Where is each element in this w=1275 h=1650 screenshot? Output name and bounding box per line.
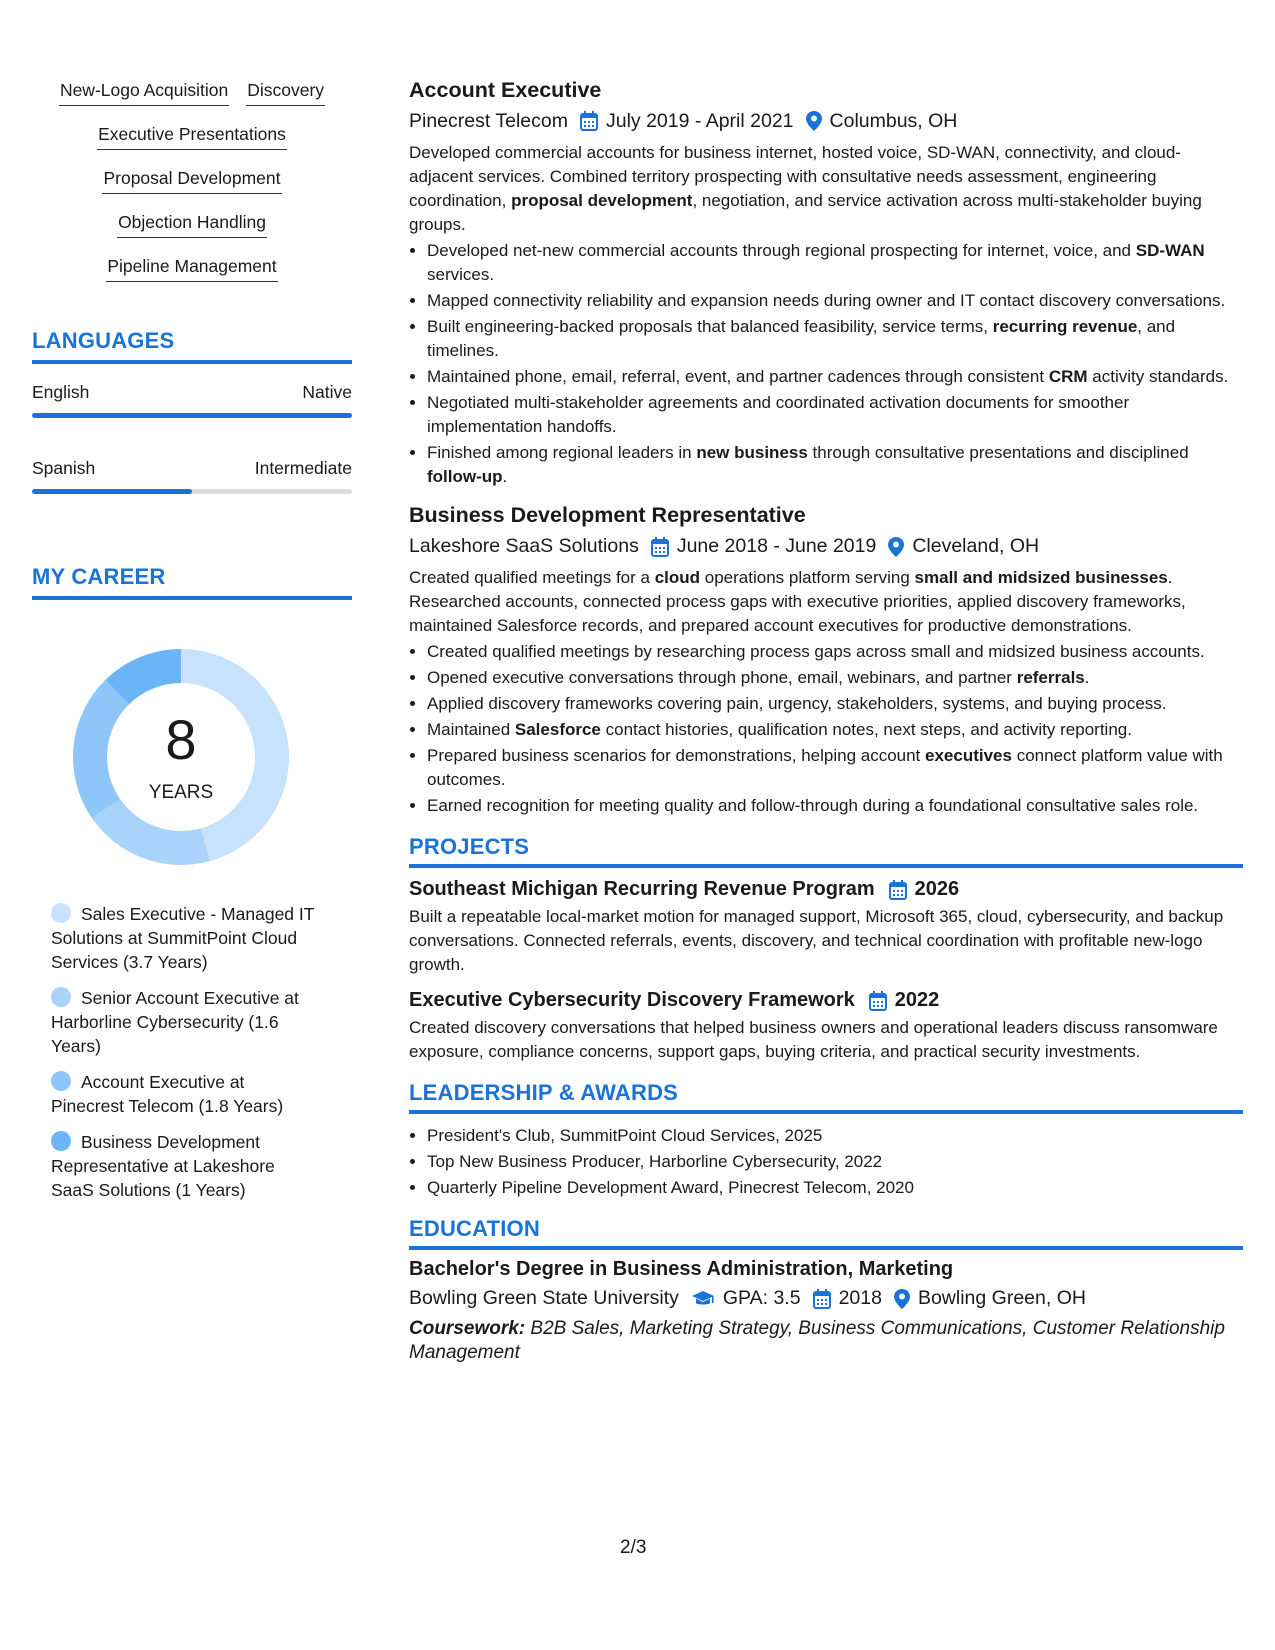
legend-label: Sales Executive - Managed IT Solutions at SummitPoint Cloud Services (3.7 Years) [51,904,315,972]
graduation-cap-icon [691,1290,715,1308]
skill-tag: Proposal Development [102,168,281,194]
bullet-item: • Quarterly Pipeline Development Award, Pinecrest Telecom, 2020 [427,1176,1243,1200]
main-content [409,78,1243,1365]
skill-row [32,212,352,238]
skill-tag: Executive Presentations [97,124,287,150]
project-description: Built a repeatable local-market motion for managed support, Microsoft 365, cloud, cybersecurity, and backup conversations. Connected referrals, events, discovery, and technical coordination with profitable new-logo growth. [409,907,1224,975]
education-section [409,1216,1243,1364]
skill-tag: Discovery [246,80,325,106]
bullet-item: • Maintained phone, email, referral, event, and partner cadences through consistent CRM activity standards. [427,365,1243,389]
degree-title: Bachelor's Degree in Business Administration, Marketing [409,1258,954,1281]
skill-tag: Pipeline Management [106,256,277,282]
job-location: Cleveland, OH [912,534,1040,557]
skill-row [32,124,352,150]
project-title: Executive Cybersecurity Discovery Framework [409,989,855,1012]
job-summary: Developed commercial accounts for business internet, hosted voice, SD-WAN, connectivity, and cloud-adjacent services. Combined territory prospecting with consultative needs assessment, engineering coordination, proposal development, negotiation, and service activation across multi-stakeholder buying groups. [409,143,1202,235]
calendar-icon [651,537,669,557]
bullet-item: • Built engineering-backed proposals that balanced feasibility, service terms, recurring revenue, and timelines. [427,315,1243,363]
bullet-item: • President's Club, SummitPoint Cloud Services, 2025 [427,1124,1243,1148]
legend-dot [51,987,71,1007]
bullet-item: • Finished among regional leaders in new business through consultative presentations and disciplined follow-up. [427,441,1243,489]
legend-item [51,1130,321,1202]
career-heading: MY CAREER [32,564,352,600]
location-pin-icon [806,111,822,131]
bullet-item: • Negotiated multi-stakeholder agreements and coordinated activation documents for smoother implementation handoffs. [427,391,1243,439]
education-heading: EDUCATION [409,1216,1243,1250]
project-title: Southeast Michigan Recurring Revenue Program [409,878,875,901]
job-meta [409,535,1243,558]
project-description: Created discovery conversations that helped business owners and operational leaders discuss ransomware exposure, compliance concerns, support gaps, buying criteria, and practical security investments. [409,1018,1218,1062]
job-company: Pinecrest Telecom [409,109,568,132]
job-bullets [409,239,1243,489]
education-meta [409,1287,1243,1310]
location-pin-icon [888,537,904,557]
project-entry [409,989,1243,1064]
project-year: 2022 [894,989,940,1012]
coursework-label: Coursework: [409,1317,526,1339]
project-entry [409,878,1243,977]
skill-row [32,80,352,106]
language-proficiency-bar [32,413,352,418]
job-title: Account Executive [409,78,602,102]
awards-list [409,1124,1243,1200]
legend-dot [51,1071,71,1091]
language-level: Native [302,382,352,402]
skill-row [32,168,352,194]
career-section [32,564,352,1202]
calendar-icon [889,880,907,900]
language-name: Spanish [32,458,96,478]
career-donut-chart [66,642,296,872]
school-name: Bowling Green State University [409,1287,679,1310]
graduation-year: 2018 [838,1287,882,1310]
awards-heading: LEADERSHIP & AWARDS [409,1080,1243,1114]
language-proficiency-fill [32,489,192,494]
bullet-item: • Top New Business Producer, Harborline Cybersecurity, 2022 [427,1150,1243,1174]
legend-label: Account Executive at Pinecrest Telecom (1.8 Years) [51,1072,284,1116]
legend-item [51,902,321,974]
job-company: Lakeshore SaaS Solutions [409,534,639,557]
career-legend [51,902,321,1202]
gpa: GPA: 3.5 [722,1287,801,1310]
job-entry [409,78,1243,489]
job-summary: Created qualified meetings for a cloud operations platform serving small and midsized businesses. Researched accounts, connected process gaps with executive priorities, applied discovery frameworks, maintained Salesforce records, and prepared account executives for productive demonstrations. [409,568,1186,636]
legend-label: Business Development Representative at Lakeshore SaaS Solutions (1 Years) [51,1132,275,1200]
job-dates: June 2018 - June 2019 [676,534,877,557]
calendar-icon [580,111,598,131]
legend-item [51,1070,321,1118]
projects-section [409,834,1243,1064]
job-meta [409,110,1243,133]
bullet-item: • Developed net-new commercial accounts through regional prospecting for internet, voice, and SD-WAN services. [427,239,1243,287]
awards-section [409,1080,1243,1200]
languages-heading: LANGUAGES [32,328,352,364]
bullet-item: • Prepared business scenarios for demonstrations, helping account executives connect platform value with outcomes. [427,744,1243,792]
languages-section [32,328,352,494]
job-title: Business Development Representative [409,503,806,528]
calendar-icon [813,1289,831,1309]
language-proficiency-fill [32,413,352,418]
career-total-years: 8 [165,708,197,771]
coursework-list: B2B Sales, Marketing Strategy, Business Communications, Customer Relationship Management [409,1317,1225,1363]
bullet-item: • Created qualified meetings by researching process gaps across small and midsized business accounts. [427,640,1243,664]
language-item [32,382,352,418]
skills-list [32,80,352,282]
school-location: Bowling Green, OH [917,1287,1086,1310]
bullet-item: • Earned recognition for meeting quality and follow-through during a foundational consultative sales role. [427,794,1243,818]
bullet-item: • Mapped connectivity reliability and expansion needs during owner and IT contact discovery conversations. [427,289,1243,313]
job-bullets [409,640,1243,818]
bullet-item: • Applied discovery frameworks covering pain, urgency, stakeholders, systems, and buying process. [427,692,1243,716]
skill-tag: New-Logo Acquisition [59,80,229,106]
legend-label: Senior Account Executive at Harborline Cybersecurity (1.6 Years) [51,988,299,1056]
language-proficiency-bar [32,489,352,494]
page-number: 2/3 [620,1537,647,1558]
legend-dot [51,903,71,923]
job-dates: July 2019 - April 2021 [605,109,794,132]
language-name: English [32,382,90,402]
language-level: Intermediate [254,458,352,478]
coursework [409,1317,1243,1365]
skill-row [32,256,352,282]
job-location: Columbus, OH [829,109,958,132]
legend-dot [51,1131,71,1151]
project-year: 2026 [914,878,960,901]
bullet-item: • Maintained Salesforce contact histories, qualification notes, next steps, and activity reporting. [427,718,1243,742]
location-pin-icon [894,1289,910,1309]
legend-item [51,986,321,1058]
job-entry [409,503,1243,818]
projects-heading: PROJECTS [409,834,1243,868]
calendar-icon [869,991,887,1011]
language-item [32,458,352,494]
bullet-item: • Opened executive conversations through phone, email, webinars, and partner referrals. [427,666,1243,690]
sidebar [32,80,352,1214]
career-years-label: YEARS [148,782,214,803]
skill-tag: Objection Handling [117,212,267,238]
